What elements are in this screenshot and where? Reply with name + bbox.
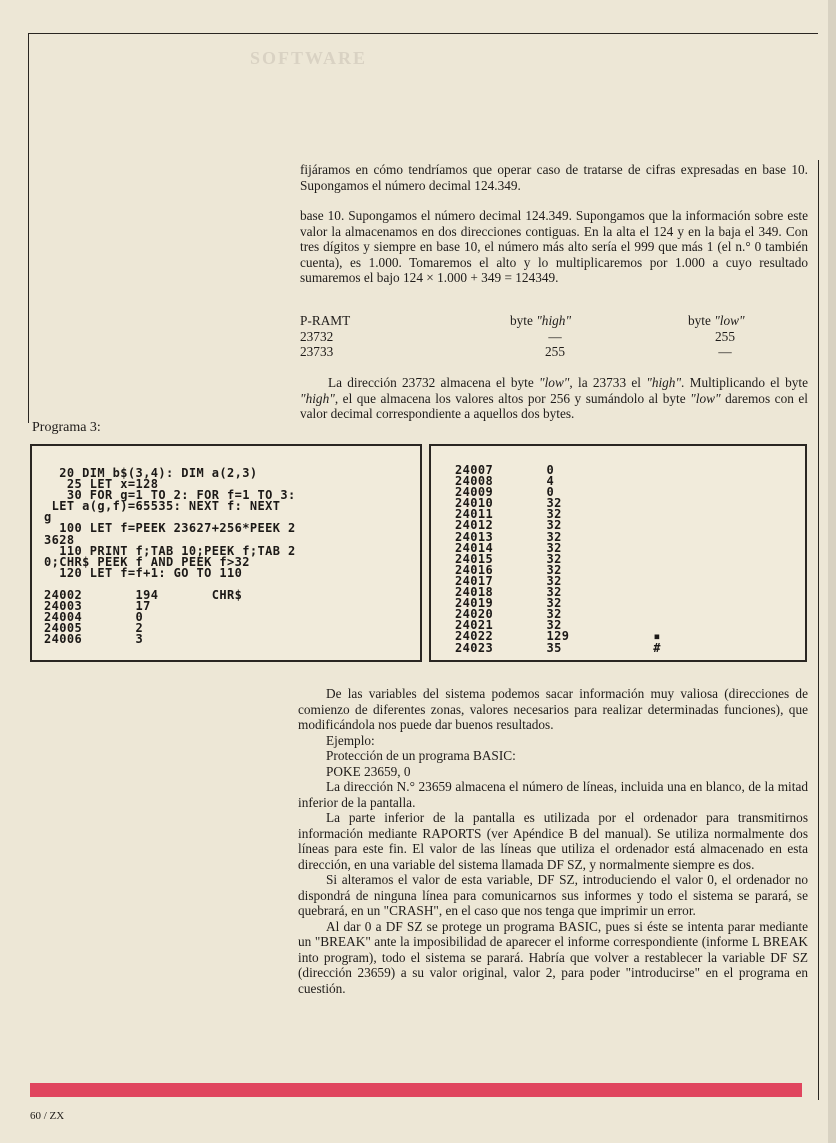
page-footer: 60 / ZX (30, 1110, 65, 1122)
paragraph: Protección de un programa BASIC: (326, 748, 516, 763)
paragraph: POKE 23659, 0 (326, 763, 411, 779)
paragraph: De las variables del sistema podemos sacar información muy valiosa (direcciones de comienzo de diferentes zonas, valores necesarios para realizar determinadas funciones), que modificándola nos puede dar buenos resultados. (298, 686, 808, 732)
bytes-table (300, 313, 808, 360)
table-row (300, 329, 808, 345)
memory-dump: 24007 0 24008 4 24009 0 24010 32 24011 32 24012 32 24013 32 24014 32 24015 32 24016 32 24017 32 24018 32 24019 32 24020 32 24021 32 24022 129 ▪ 24023 35 # (455, 463, 661, 655)
paragraph: Ejemplo: (326, 732, 375, 748)
col-header-high: byte "high" (510, 313, 572, 328)
paragraph: La dirección N.° 23659 almacena el número de líneas, incluida una en blanco, de la mitad inferior de la pantalla. (298, 779, 808, 810)
basic-listing: 20 DIM b$(3,4): DIM a(2,3) 25 LET x=128 30 FOR g=1 TO 2: FOR f=1 TO 3: LET a(g,f)=65535: NEXT f: NEXT g 100 LET f=PEEK 23627+256*PEEK 2 3628 110 PRINT f;TAB 10;PEEK f;TAB 2 0;CHR$ PEEK f AND PEEK f>32 120 LET f=f+1: GO TO 110 24002 194 CHR$ 24003 17 24004 0 24005 2 24006 3 (44, 466, 296, 647)
frame-right-rule (818, 160, 819, 1100)
col-header-low: byte "low" (688, 313, 745, 328)
cell-high: — (548, 328, 562, 344)
show-through-header: SOFTWARE (250, 48, 368, 68)
paragraph-base10: base 10. Supongamos el número decimal 124.349. Supongamos que la información sobre este valor la almacenamos en dos direcciones contiguas. En la alta el 124 y en la baja el 349. Con tres dígitos y siempre en base 10, el número más alto sería el 999 que más 1 (el n.° 0 también cuenta), es 1.000. Tomaremos el alto y lo multiplicaremos por 1.000 a cuyo resultado sumaremos el bajo 124 × 1.000 + 349 = 124349. (300, 208, 808, 286)
table-header-row (300, 313, 808, 329)
frame-top-rule (28, 33, 818, 34)
paragraph: Al dar 0 a DF SZ se protege un programa BASIC, pues si éste se intenta parar mediante un "BREAK" ante la imposibilidad de aparecer el informe correspondiente (informe L BREAK into program), todo el sistema se parará. Habría que volver a restablecer la variable DF SZ (dirección 23659) a su valor original, valor 2, para poder "introducirse" en el programa en cuestión. (298, 918, 808, 996)
paragraph-intro: fijáramos en cómo tendríamos que operar caso de tratarse de cifras expresadas en base 10. Supongamos el número decimal 124.349. (300, 162, 808, 193)
listing-box-left (30, 444, 422, 662)
cell-addr: 23733 (300, 344, 334, 360)
program-label: Programa 3: (32, 420, 101, 435)
frame-left-rule (28, 33, 29, 423)
paragraph: La parte inferior de la pantalla es utilizada por el ordenador para transmitirnos información mediante RAPORTS (ver Apéndice B del manual). Se utiliza normalmente dos líneas para este fin. El valor de las líneas que utiliza el ordenador está almacenado en esta dirección, en una variable del sistema llamada DF SZ, y normalmente siempre es dos. (298, 810, 808, 872)
cell-high: 255 (545, 344, 565, 360)
cell-low: 255 (715, 328, 735, 344)
page-edge (828, 0, 836, 1143)
paragraph: Si alteramos el valor de esta variable, DF SZ, introduciendo el valor 0, el ordenador no dispondrá de ninguna línea para comunicarnos sus informes y todo el sistema se parará, se quebrará, en un "CRASH", en el caso que nos tenga que imprimir un error. (298, 872, 808, 918)
accent-bar (30, 1083, 802, 1097)
body-text (298, 686, 808, 996)
paragraph-multiply: La dirección 23732 almacena el byte "low", la 23733 el "high". Multiplicando el byte "high", el que almacena los valores altos por 256 y sumándolo al byte "low" daremos con el valor decimal correspondiente a aquellos dos bytes. (300, 375, 808, 422)
cell-addr: 23732 (300, 328, 334, 344)
cell-low: — (718, 344, 732, 360)
table-row (300, 344, 808, 360)
col-header-pramt: P-RAMT (300, 313, 351, 328)
listing-box-right (429, 444, 807, 662)
